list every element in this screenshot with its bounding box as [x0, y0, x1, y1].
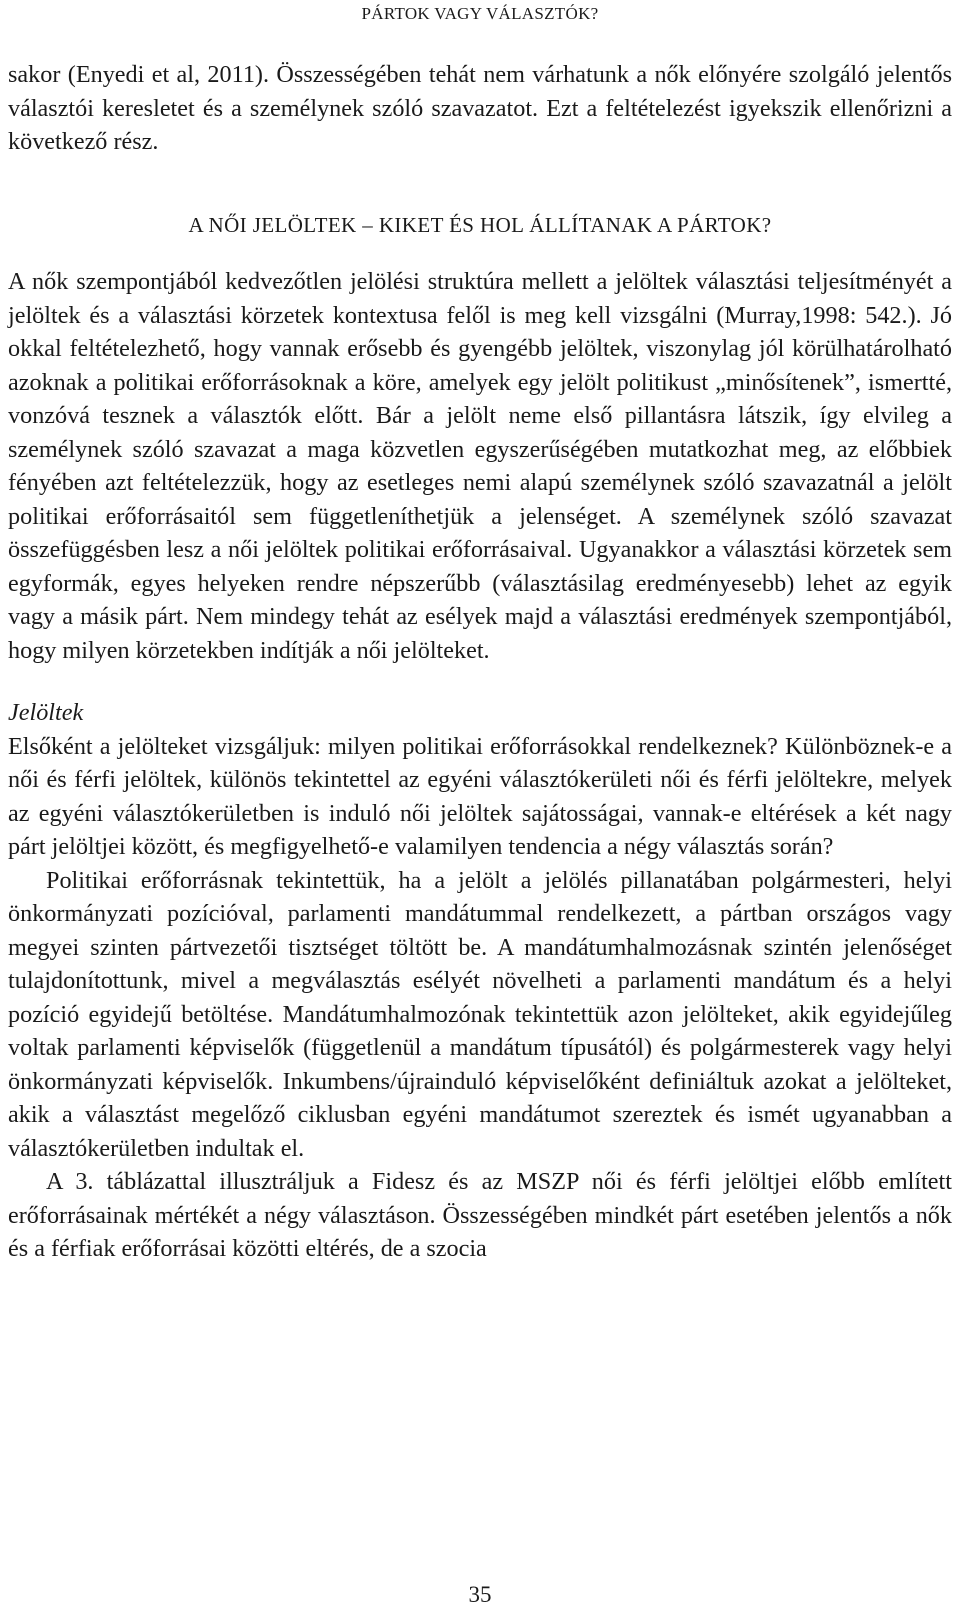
running-header: PÁRTOK VAGY VÁLASZTÓK?: [361, 4, 599, 23]
body-text: [8, 58, 952, 1266]
section-heading: A NŐI JELÖLTEK – KIKET ÉS HOL ÁLLÍTANAK A PÁRTOK?: [188, 212, 772, 237]
subsection-paragraph-2: Politikai erőforrásnak tekintettük, ha a jelölt a jelölés pillanatában polgármesteri, helyi önkormányzati pozícióval, parlamenti mandátummal rendelkezett, a pártban országos vagy megyei szinten pártvezetői tisztséget töltött be. A mandátumhalmozásnak szintén jelenőséget tulajdonítottunk, mivel a megválasztás esélyét növelheti a parlamenti mandátum és a helyi pozíció egyidejű betöltése. Mandátumhalmozónak tekintettük azon jelölteket, akik egyidejűleg voltak parlamenti képviselők (függetlenül a mandátum típusától) és polgármesterek vagy helyi önkormányzati képviselők. Inkumbens/újrainduló képviselőként definiáltuk azokat a jelölteket, akik a választást megelőző ciklusban egyéni mandátumot szereztek és ismét ugyanabban a választókerületben indultak el.: [8, 866, 952, 1162]
subsection-heading: Jelöltek: [8, 699, 84, 726]
subsection-paragraph-3: A 3. táblázattal illusztráljuk a Fidesz és az MSZP női és férfi jelöltjei előbb említett erőforrásainak mértékét a négy választáson. Összességében mindkét párt esetében jelentős a nők és a férfiak erőforrásai közötti eltérés, de a szocia: [8, 1168, 952, 1262]
subsection-paragraph-1: Elsőként a jelölteket vizsgáljuk: milyen politikai erőforrásokkal rendelkeznek? Különböznek-e a női és férfi jelöltek, különös tekintettel az egyéni választókerületi női és férfi jelöltekre, melyek az egyéni választókerületben is induló női jelöltek sajátosságai, vannak-e eltérések a két nagy párt jelöltjei között, és megfigyelhető-e valamilyen tendencia a négy választás során?: [8, 732, 952, 860]
section-paragraph: A nők szempontjából kedvezőtlen jelölési struktúra mellett a jelöltek választási teljesítményét a jelöltek és a választási körzetek kontextusa felől is meg kell vizsgálni (Murray,1998: 542.). Jó okkal feltételezhető, hogy vannak erősebb és gyengébb jelöltek, viszonylag jól körülhatárolható azoknak a politikai erőforrásoknak a köre, amelyek egy jelölt politikust „minősítenek”, ismertté, vonzóvá tesznek a választók előtt. Bár a jelölt neme első pillantásra látszik, így elvileg a személynek szóló szavazat a maga közvetlen egyszerűségében mutatkozhat meg, az előbbiek fényében azt feltételezzük, hogy az esetleges nemi alapú személynek szóló szavazatnál a jelölt politikai erőforrásaitól sem függetleníthetjük a jelenséget. A személynek szóló szavazat összefüggésben lesz a női jelöltek politikai erőforrásaival. Ugyanakkor a választási körzetek sem egyformák, egyes helyeken rendre népszerűbb (választásilag eredményesebb) lehet az egyik vagy a másik párt. Nem mindegy tehát az esélyek majd a választási eredmények szempontjából, hogy milyen körzetekben indítják a női jelölteket.: [8, 268, 952, 664]
intro-paragraph: sakor (Enyedi et al, 2011). Összességében tehát nem várhatunk a nők előnyére szolgáló jelentős választói keresletet és a személynek szóló szavazatot. Ezt a feltételezést igyekszik ellenőrizni a következő rész.: [8, 61, 952, 155]
page-number: 35: [468, 1582, 492, 1607]
